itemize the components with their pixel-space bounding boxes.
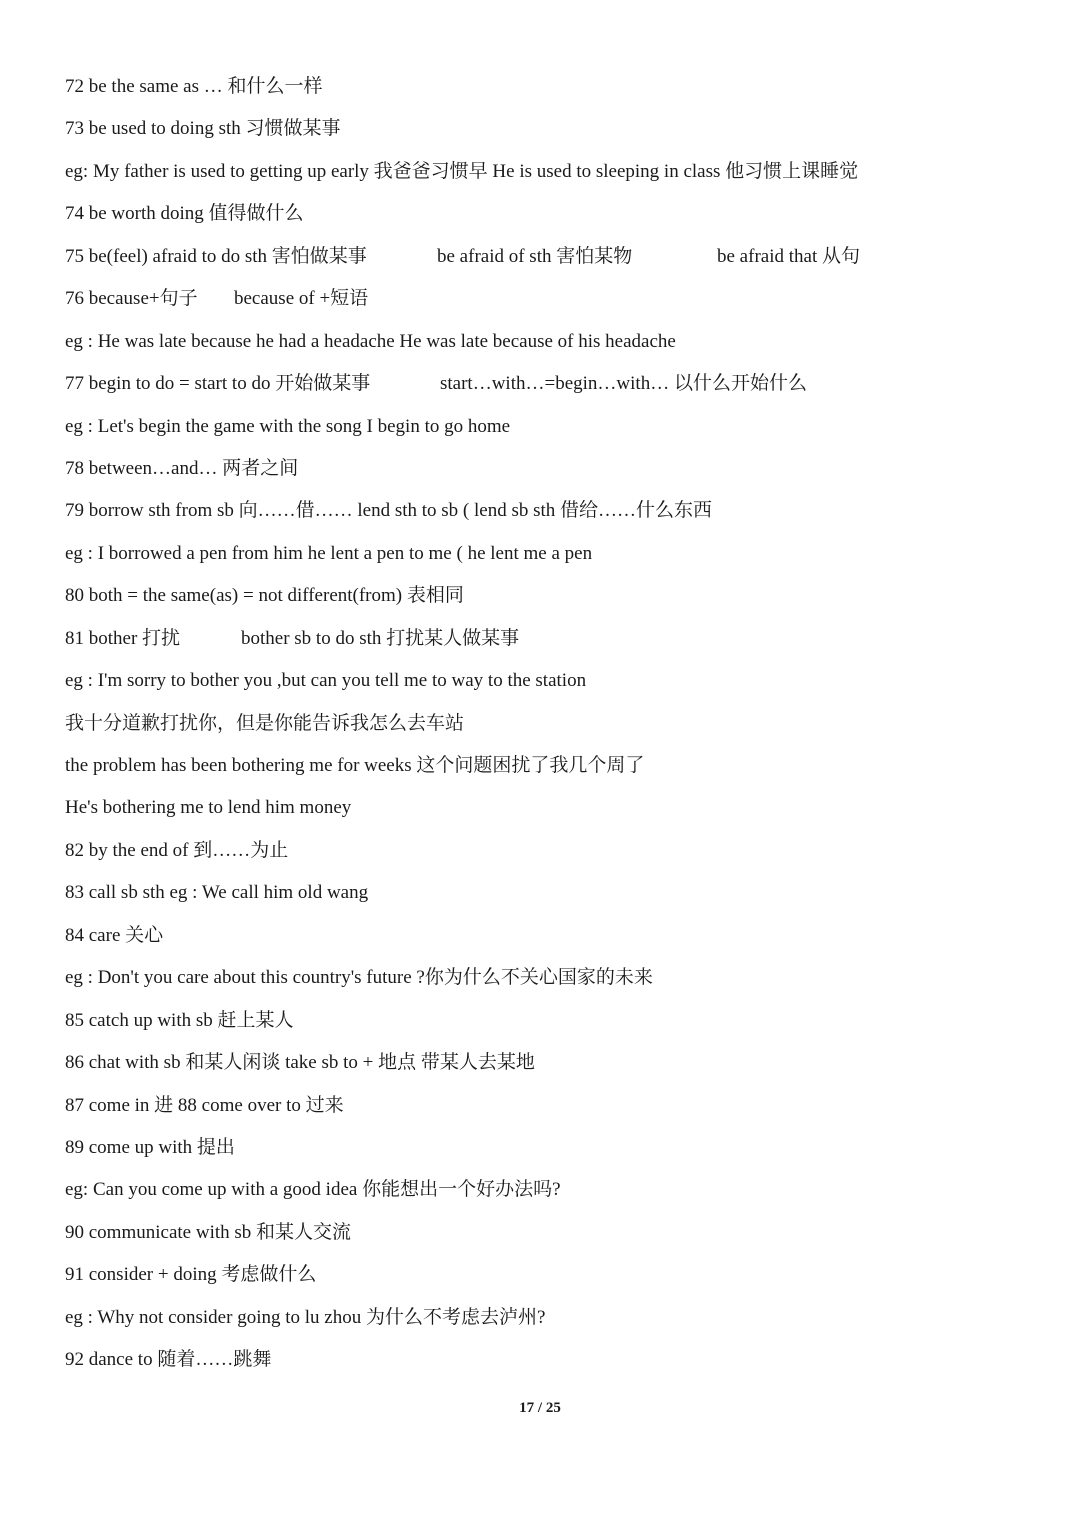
text-segment: start…with…=begin…with… 以什么开始什么 — [440, 373, 807, 395]
text-segment: 89 come up with 提出 — [65, 1136, 235, 1158]
text-segment: 84 care 关心 — [65, 924, 164, 946]
text-line — [65, 624, 1025, 666]
text-segment: be afraid that 从句 — [717, 245, 860, 267]
text-segment: 75 be(feel) afraid to do sth 害怕做某事 — [65, 245, 367, 267]
text-line — [65, 1048, 1025, 1090]
text-line — [65, 921, 1025, 963]
text-segment: the problem has been bothering me for weeks 这个问题困扰了我几个周了 — [65, 755, 645, 776]
text-segment: 81 bother 打扰 — [65, 627, 181, 649]
text-line — [65, 454, 1025, 496]
text-line — [65, 327, 1025, 369]
text-line — [65, 751, 1025, 793]
text-segment: 80 both = the same(as) = not different(from) 表相同 — [65, 585, 464, 607]
text-segment: eg : Let's begin the game with the song I begin to go home — [65, 415, 511, 437]
text-line — [65, 878, 1025, 920]
text-line — [65, 1260, 1025, 1302]
text-segment: eg : I borrowed a pen from him he lent a pen to me ( he lent me a pen — [65, 542, 593, 564]
text-line — [65, 963, 1025, 1005]
text-line — [65, 496, 1025, 538]
text-line — [65, 72, 1025, 114]
page-number: 17 / 25 — [519, 1400, 561, 1416]
text-segment: 79 borrow sth from sb 向……借…… lend sth to sb ( lend sb sth 借给……什么东西 — [65, 500, 713, 522]
text-segment: eg : He was late because he had a headache He was late because of his headache — [65, 330, 676, 352]
text-segment: 我十分道歉打扰你，但是你能告诉我怎么去车站 — [65, 712, 465, 734]
text-segment: eg: My father is used to getting up early 我爸爸习惯早 He is used to sleeping in class 他习惯上课睡觉 — [65, 160, 859, 182]
text-line — [65, 157, 1025, 199]
text-line — [65, 836, 1025, 878]
text-line — [65, 1345, 1025, 1387]
text-line — [65, 114, 1025, 156]
text-segment: bother sb to do sth 打扰某人做某事 — [241, 627, 520, 649]
text-line — [65, 1133, 1025, 1175]
text-line — [65, 242, 1025, 284]
text-body — [65, 72, 1025, 1388]
text-segment: 77 begin to do = start to do 开始做某事 — [65, 373, 371, 395]
text-line — [65, 539, 1025, 581]
text-segment: eg : I'm sorry to bother you ,but can you tell me to way to the station — [65, 670, 587, 692]
text-segment: 73 be used to doing sth 习惯做某事 — [65, 118, 341, 140]
text-segment: eg: Can you come up with a good idea 你能想出一个好办法吗? — [65, 1179, 561, 1201]
text-segment: 78 between…and… 两者之间 — [65, 457, 299, 479]
text-segment: 92 dance to 随着……跳舞 — [65, 1349, 272, 1371]
text-segment: 87 come in 进 88 come over to 过来 — [65, 1094, 344, 1116]
text-line — [65, 1175, 1025, 1217]
text-segment: 85 catch up with sb 赶上某人 — [65, 1009, 294, 1031]
text-line — [65, 793, 1025, 835]
text-line — [65, 1091, 1025, 1133]
text-line — [65, 581, 1025, 623]
text-line — [65, 709, 1025, 751]
text-line — [65, 369, 1025, 411]
text-segment: 72 be the same as … 和什么一样 — [65, 76, 323, 97]
text-segment: 90 communicate with sb 和某人交流 — [65, 1221, 352, 1243]
text-segment: 82 by the end of 到……为止 — [65, 839, 289, 861]
text-line — [65, 199, 1025, 241]
text-segment: 76 because+句子 — [65, 288, 198, 310]
text-segment: 83 call sb sth eg : We call him old wang — [65, 882, 369, 904]
text-line — [65, 1006, 1025, 1048]
text-line — [65, 1303, 1025, 1345]
text-line — [65, 1218, 1025, 1260]
text-segment: 86 chat with sb 和某人闲谈 take sb to + 地点 带某人去某地 — [65, 1052, 535, 1074]
text-line — [65, 284, 1025, 326]
text-segment: 74 be worth doing 值得做什么 — [65, 203, 304, 225]
text-segment: eg : Don't you care about this country's future ?你为什么不关心国家的未来 — [65, 967, 653, 989]
text-segment: because of +短语 — [234, 288, 369, 310]
text-segment: 91 consider + doing 考虑做什么 — [65, 1264, 317, 1286]
text-segment: be afraid of sth 害怕某物 — [437, 245, 633, 267]
text-line — [65, 666, 1025, 708]
text-segment: eg : Why not consider going to lu zhou 为什么不考虑去泸州? — [65, 1306, 546, 1328]
text-segment: He's bothering me to lend him money — [65, 797, 352, 819]
text-line — [65, 412, 1025, 454]
